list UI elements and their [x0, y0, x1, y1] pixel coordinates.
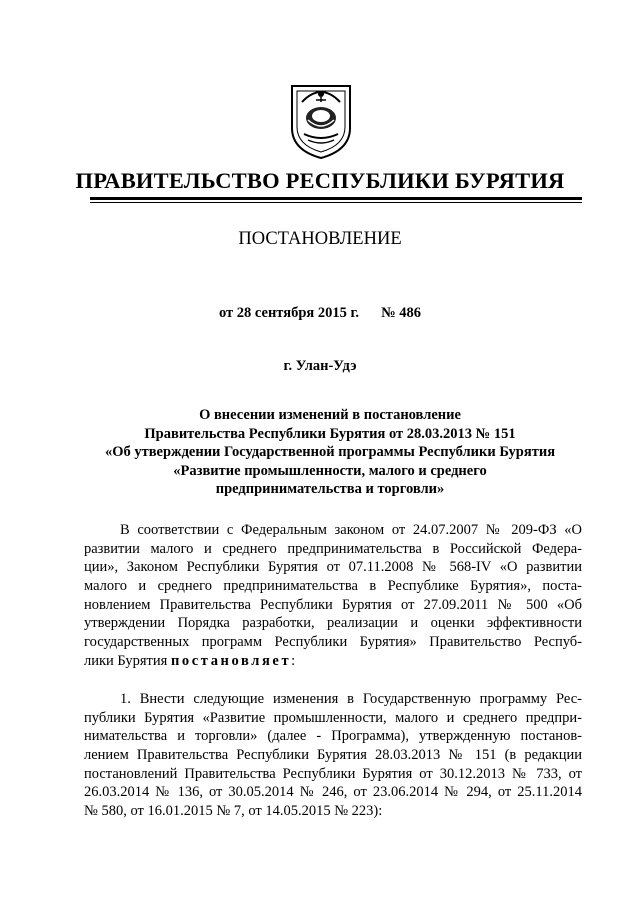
resolves-word: постановляет: [170, 652, 292, 669]
header-rule-thick: [90, 197, 582, 200]
heading-line: «Об утверждении Государственной программы Республики Бурятия: [104, 444, 556, 460]
paragraph-line: № 580, от 16.01.2015 № 7, от 14.05.2015 № 223):: [84, 803, 383, 820]
heading-line: О внесении изменений в постановление: [199, 407, 461, 423]
paragraph-line: утверждении Порядка разработки, реализации и оценки эффективности: [84, 615, 582, 632]
paragraph-line: постановлений Правительства Республики Бурятия от 30.12.2013 № 733, от: [84, 765, 582, 782]
coat-of-arms-icon: [288, 80, 354, 160]
government-title: ПРАВИТЕЛЬСТВО РЕСПУБЛИКИ БУРЯТИЯ: [75, 168, 565, 193]
paragraph-line: нимательства и торговли» (далее - Программа), утвержденную постанов-: [84, 728, 582, 745]
paragraph-line: 26.03.2014 № 136, от 30.05.2014 № 246, от 23.06.2014 № 294, от 25.11.2014: [84, 784, 582, 801]
heading-line: предпринимательства и торговли»: [215, 481, 445, 497]
paragraph-line: [84, 652, 582, 671]
document-date: от 28 сентября 2015 г.: [218, 305, 360, 321]
paragraph-line: лением Правительства Республики Бурятия 28.03.2013 № 151 (в редакции: [84, 747, 582, 764]
paragraph-line: 1. Внести следующие изменения в Государственную программу Рес-: [120, 691, 582, 707]
preamble-paragraph: [84, 521, 582, 671]
paragraph-line: развитии малого и среднего предпринимательства в Российской Федера-: [84, 540, 582, 557]
document-heading: [80, 406, 580, 499]
last-line-prefix: лики Бурятия: [84, 652, 171, 669]
paragraph-line: новлением Правительства Республики Бурятия от 27.09.2011 № 500 «Об: [84, 596, 582, 613]
heading-line: Правительства Республики Бурятия от 28.03.2013 № 151: [144, 425, 516, 442]
paragraph-line: малого и среднего предпринимательства в Республике Бурятия», поста-: [84, 578, 582, 595]
header-rule-thin: [90, 202, 582, 203]
heading-line: «Развитие промышленности, малого и среднего: [173, 462, 487, 479]
paragraph-line: публики Бурятия «Развитие промышленности, малого и среднего предпри-: [84, 709, 582, 726]
last-line-suffix: :: [291, 652, 296, 669]
item-1-paragraph: [84, 690, 582, 821]
paragraph-line: государственных программ Республики Бурятия» Правительство Респуб-: [84, 634, 582, 651]
city: г. Улан-Удэ: [283, 358, 357, 374]
date-number-line: [0, 305, 640, 322]
document-type: ПОСТАНОВЛЕНИЕ: [238, 229, 402, 249]
paragraph-line: ции», Законом Республики Бурятия от 07.11.2008 № 568-IV «О развитии: [84, 559, 582, 576]
document-number: № 486: [381, 305, 422, 321]
paragraph-line: В соответствии с Федеральным законом от 24.07.2007 № 209-ФЗ «О: [120, 522, 582, 538]
